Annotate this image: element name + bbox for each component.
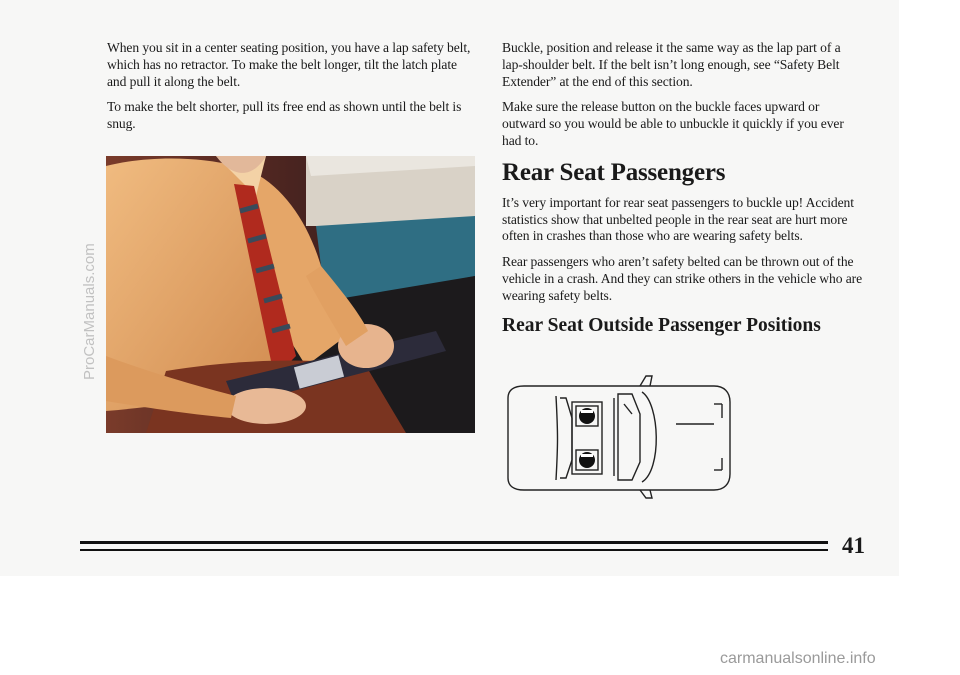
heading-rear-outside-positions: Rear Seat Outside Passenger Positions (502, 314, 821, 336)
page-number: 41 (842, 533, 865, 558)
paragraph-buckle-usage: Buckle, position and release it the same way as the lap part of a lap-shoulder belt. If the belt isn’t long enough, see “Safety Belt Extender” at the end of this section. (502, 40, 841, 89)
paragraph-release-button: Make sure the release button on the buckle faces upward or outward so you would be able to unbuckle it quickly if you ever had to. (502, 99, 844, 148)
car-top-view-icon (500, 374, 740, 500)
lap-belt-photo (106, 156, 475, 433)
paragraph-rear-thrown: Rear passengers who aren’t safety belted can be thrown out of the vehicle in a crash. And they can strike others in the vehicle who are wearing safety belts. (502, 254, 862, 303)
seating-position-diagram (500, 374, 740, 500)
right-column (502, 40, 864, 345)
rear-left-occupant (579, 408, 595, 424)
footer-rule-thin (80, 549, 828, 551)
footer-rule-thick (80, 541, 828, 544)
man-fastening-lap-belt-illustration (106, 156, 475, 433)
paragraph-rear-importance: It’s very important for rear seat passengers to buckle up! Accident statistics show that unbelted people in the rear seat are hurt more often in crashes than those who are wearing safety belts. (502, 194, 854, 244)
bottom-watermark: carmanualsonline.info (720, 650, 876, 667)
rear-right-occupant (579, 452, 595, 468)
heading-rear-seat-passengers: Rear Seat Passengers (502, 158, 726, 186)
paragraph-center-seat: When you sit in a center seating position, you have a lap safety belt, which has no retractor. To make the belt longer, tilt the latch plate and pull it along the belt. (107, 40, 471, 89)
left-column (107, 40, 475, 142)
side-watermark: ProCarManuals.com (81, 243, 98, 380)
paragraph-shorten-belt: To make the belt shorter, pull its free end as shown until the belt is snug. (107, 99, 462, 132)
